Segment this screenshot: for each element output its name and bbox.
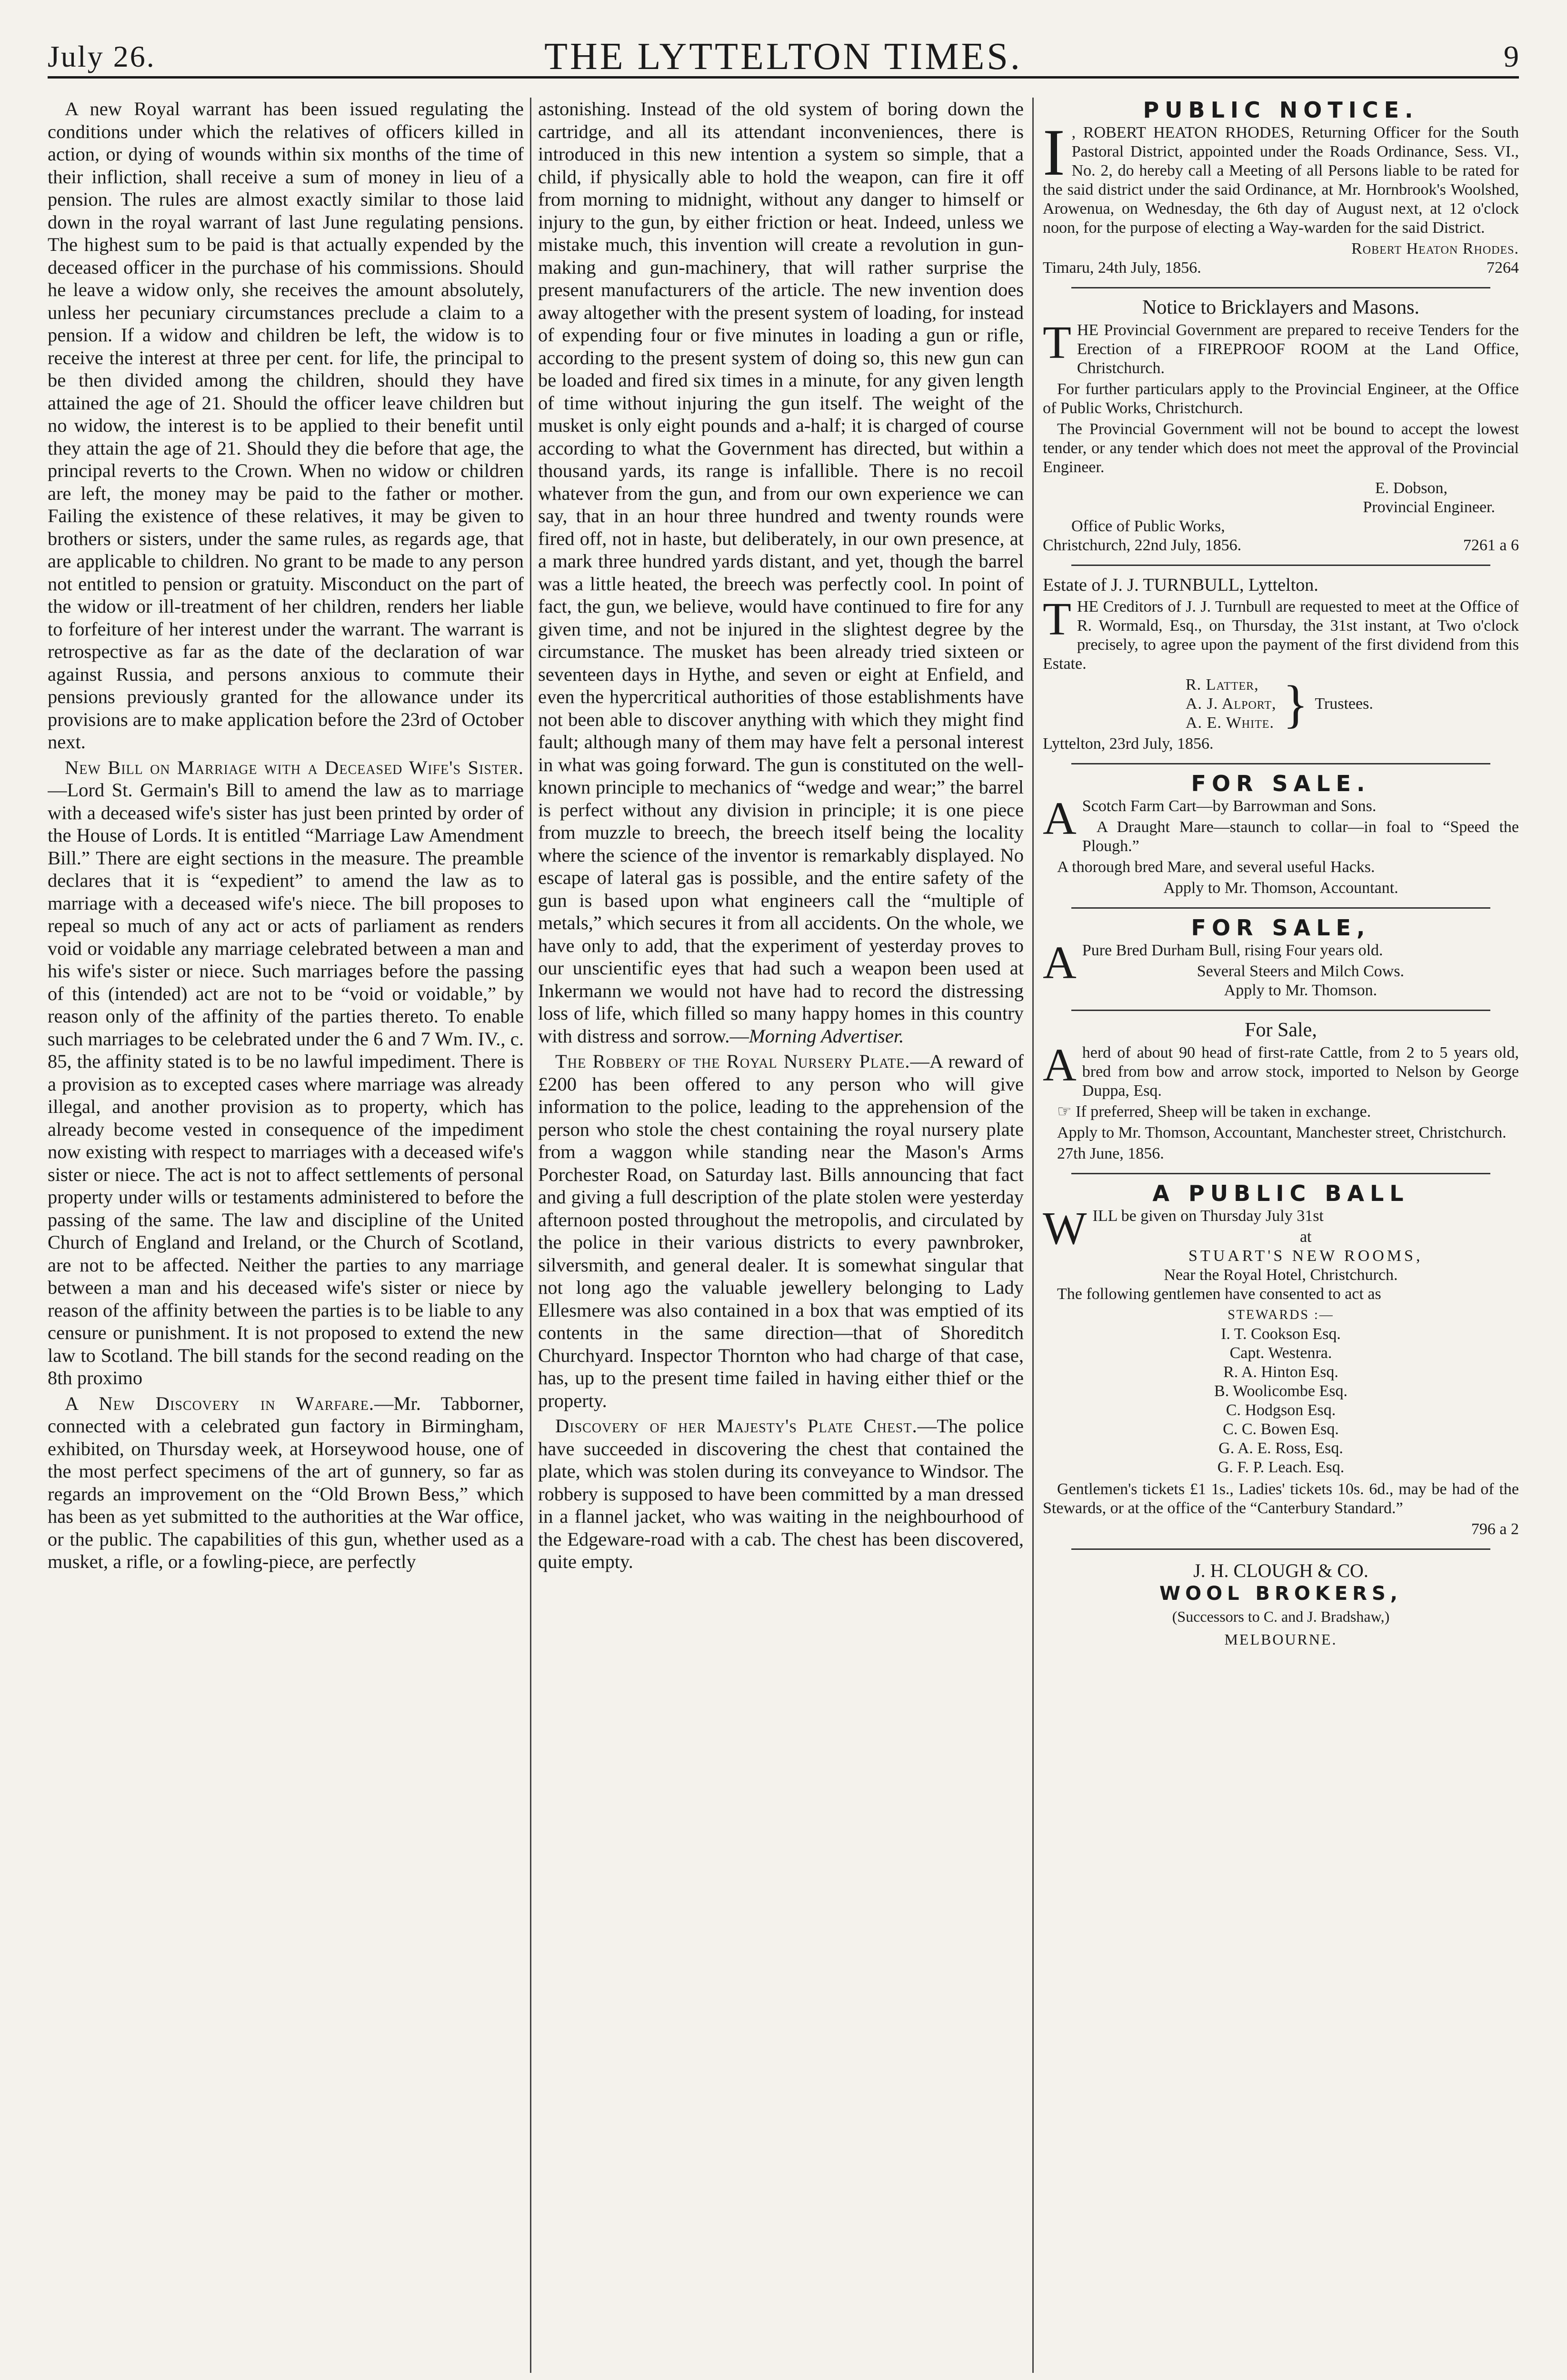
steward-name: B. Woolicombe Esq.	[1214, 1382, 1347, 1400]
article-body: astonishing. Instead of the old system of boring down the cartridge, and all its attendant inconveniences, there is introduced in this new intention a system so simple, that a child, if physically able to hold the weapon, can fire it off from morning to midnight, without any danger to himself or injury to the gun, by either friction or heat. Indeed, unless we mistake much, this invention will create a revolution in gun-making and gun-machinery, that will rather surprise the present manufacturers of the article. The new invention does away altogether with the present system of loading, for instead of expending four or five minutes in loading a gun or rifle, according to the present system of doing so, this new gun can be loaded and fired six times in a minute, for any given length of time without injuring the gun itself. The weight of the musket is only eight pounds and a-half; it is charged of course according to what the Government has directed, but within a thousand yards, its range is infallible. There is no recoil whatever from the gun, and from our own experience we can say, that in an hour three hundred and twenty rounds were fired off, not in haste, but deliberately, in our own presence, at a mark three hundred yards distant, and yet, though the barrel was a little heated, the breech was perfectly cool. In point of fact, the gun, we believe, would have continued to fire for any given time, and not be injured in the slightest degree by the circumstance. The musket has been already tried sixteen or seventeen days in Hythe, and seven or eight at Enfield, and even the hypercritical authorities of those establishments have not been able to discover anything with which they might find fault; although many of them may have felt a personal interest in what was going forward. The gun is constituted on the well-known principle to mechanics of “wedge and wear;” the barrel is perfect without any division in principle; it is one piece from muzzle to breech, the breech itself being the locality where the science of the inventor is remarkably displayed. No escape of lateral gas is possible, and the entire safety of the gun is based upon what engineers call the “multiple of metals,” which secures it from all accidents. On the whole, we have only to add, that the experiment of yesterday proves to our unscientific eyes that had such a weapon been used at Inkermann we would not have had to record the distressing loss of life, which filled so many happy homes in this country with distress and sorrow.—	[538, 98, 1024, 1047]
ad-for-sale-cattle	[1043, 1021, 1519, 1163]
advertisements-column	[1043, 98, 1519, 2378]
ad-public-notice	[1043, 100, 1519, 278]
ad-clough-wool-brokers	[1043, 1559, 1519, 1651]
ad-text: A Draught Mare—staunch to collar—in foal to “Speed the Plough.”	[1082, 818, 1519, 855]
article-body: —Lord St. Germain's Bill to amend the law as to marriage with a deceased wife's sister has just been printed by order of the House of Lords. It is entitled “Marriage Law Amendment Bill.” There are eight sections in the measure. The preamble declares that it is “expedient” to amend the law as to marriage with a deceased wife's niece. The bill proposes to repeal so much of any act or acts of parliament as renders void or voidable any marriage celebrated between a man and his wife's sister or niece. Such marriages before the passing of this (intended) act are not to be “void or voidable,” by reason only of the affinity of the parties thereto. To enable such marriages to be celebrated under the 6 and 7 Wm. IV., c. 85, the affinity stated is to be no lawful impediment. There is a provision as to excepted cases where marriage was already illegal, and another provision as to property, which has already become vested in consequence of the impediment now existing with respect to marriages with a deceased wife's sister or niece. The act is not to affect settlements of personal property under wills or testaments administered to before the passing of the same. The law and discipline of the United Church of England and Ireland, or the Church of Scotland, are not to be affected. Neither the parties to any marriage between a man and his deceased wife's sister or niece by reason of the affinity between the parties is to be liable to any censure or punishment. It is not proposed to extend the new law to Scotland. The bill stands for the second reading on the 8th proximo	[48, 779, 524, 1388]
article-body: —The police have succeeded in discovering the chest that contained the plate, which was stolen during its conveyance to Windsor. The robbery is supposed to have been committed by a man dressed in a flannel jacket, who was waiting in the neighbourhood of the Edgeware-road with a cab. The chest has been discovered, quite empty.	[538, 1415, 1024, 1572]
ad-date: 27th June, 1856.	[1057, 1145, 1164, 1162]
separator	[1071, 1548, 1490, 1550]
article-warfare-discovery	[48, 1392, 524, 1573]
ad-title: A PUBLIC BALL	[1152, 1180, 1409, 1206]
trustee-name: A. J. Alport,	[1186, 695, 1277, 713]
ad-apply: Apply to Mr. Thomson, Accountant.	[1163, 879, 1398, 897]
page-number: 9	[1504, 40, 1519, 73]
ad-number: 796 a 2	[1471, 1520, 1519, 1538]
brace-glyph: }	[1283, 675, 1308, 733]
ad-bricklayers	[1043, 298, 1519, 555]
issue-date: July 26.	[48, 40, 156, 73]
column-divider	[530, 98, 531, 2373]
separator	[1071, 763, 1490, 764]
separator	[1071, 565, 1490, 566]
separator	[1071, 1173, 1490, 1174]
drop-cap: A	[1043, 793, 1077, 844]
article-heading: New Bill on Marriage with a Deceased Wife's Sister.	[65, 756, 524, 778]
ball-venue: STUART'S NEW ROOMS,	[1188, 1247, 1423, 1265]
ad-text: ☞ If preferred, Sheep will be taken in exchange.	[1057, 1103, 1371, 1121]
column-divider	[1032, 98, 1034, 2373]
ad-text: herd of about 90 head of first-rate Cattle, from 2 to 5 years old, bred from bow and arrow stock, imported to Nelson by George Duppa, Esq.	[1082, 1044, 1519, 1100]
drop-cap: A	[1043, 937, 1077, 989]
drop-cap: A	[1043, 1040, 1077, 1091]
ad-text: The following gentlemen have consented to act as	[1057, 1285, 1381, 1303]
ad-text: HE Provincial Government are prepared to receive Tenders for the Erection of a FIREPROOF ROOM at the Land Office, Christchurch.	[1077, 321, 1519, 377]
ad-text: Apply to Mr. Thomson, Accountant, Manchester street, Christchurch.	[1057, 1124, 1507, 1141]
ad-text: A thorough bred Mare, and several useful Hacks.	[1057, 858, 1375, 876]
ad-public-ball	[1043, 1180, 1519, 1539]
drop-cap: T	[1043, 317, 1071, 368]
article-body: —Mr. Tabborner, connected with a celebrated gun factory in Birmingham, exhibited, on Thursday week, at Horseywood house, one of the most perfect specimens of the art of gunnery, so far as regards an improvement on the “Old Brown Bess,” which has been as yet submitted to the authorities at the War office, or the public. The capabilities of this gun, whether used as a musket, a rifle, or a fowling-piece, are perfectly	[48, 1392, 524, 1572]
article-nursery-plate	[538, 1050, 1024, 1412]
steward-name: G. F. P. Leach. Esq.	[1217, 1458, 1345, 1476]
ad-place-date: Lyttelton, 23rd July, 1856.	[1043, 735, 1214, 753]
article-plate-chest	[538, 1415, 1024, 1573]
ad-place-date: Timaru, 24th July, 1856.	[1043, 259, 1201, 277]
newspaper-title: THE LYTTELTON TIMES.	[544, 36, 1022, 78]
ad-text: HE Creditors of J. J. Turnbull are requested to meet at the Office of R. Wormald, Esq., on Thursday, the 31st instant, at Two o'clock precisely, to agree upon the payment of the first dividend from this Estate.	[1043, 598, 1519, 673]
stewards-label: STEWARDS :—	[1228, 1308, 1334, 1322]
article-royal-warrant: A new Royal warrant has been issued regulating the conditions under which the relatives of officers killed in action, or dying of wounds within six months of the time of their infliction, shall receive a sum of money in lieu of a pension. The rules are almost exactly similar to those laid down in the royal warrant of last June regulating pensions. The highest sum to be paid is that actually expended by the deceased officer in the purchase of his commissions. Should he leave a widow only, she receives the amount absolutely, unless her pecuniary circumstances preclude a claim to a pension. If a widow and children be left, the widow is to receive the interest at three per cent. for life, the principal to be then divided among the children, should they have attained the age of 21. Should the officer leave children but no widow, the interest is to be applied to their benefit until they attain the age of 21. Should they die before that age, the principal reverts to the Crown. When no widow or children are left, the money may be paid to the father or mother. Failing the existence of these relatives, it may be given to brothers or sisters, under the same rules, as regards age, that are applicable to children. No grant to be made to any person not entitled to pension or gratuity. Misconduct on the part of the widow or ill-treatment of her children, renders her liable to forfeiture of her interest under the warrant. The warrant is retrospective as far as the date of the declaration of war against Russia, and persons anxious to commute their pensions previously granted for the allowance under its provisions are to make application before the 23rd of October next.	[48, 98, 524, 753]
column-2	[538, 98, 1024, 2378]
separator	[1071, 1010, 1490, 1011]
ad-text: at	[1299, 1228, 1312, 1246]
ad-turnbull-estate	[1043, 575, 1519, 754]
ad-title: Estate of J. J. TURNBULL, Lyttelton.	[1043, 575, 1318, 595]
separator	[1071, 287, 1490, 288]
drop-cap: I	[1043, 116, 1065, 189]
column-1	[48, 98, 524, 2378]
ad-text: Several Steers and Milch Cows.	[1197, 962, 1405, 980]
article-heading: A New Discovery in Warfare.	[65, 1392, 375, 1414]
steward-name: G. A. E. Ross, Esq.	[1218, 1439, 1343, 1457]
trustees-block	[1043, 675, 1519, 733]
drop-cap: W	[1043, 1203, 1087, 1254]
trustee-name: A. E. White.	[1186, 714, 1274, 732]
ad-text: The Provincial Government will not be bound to accept the lowest tender, or any tender which does not meet the approval of the Provincial Engineer.	[1043, 420, 1519, 476]
steward-name: C. C. Bowen Esq.	[1223, 1420, 1339, 1438]
ad-text: , ROBERT HEATON RHODES, Returning Officer for the South Pastoral District, appointed under the Roads Ordinance, Sess. VI., No. 2, do hereby call a Meeting of all Persons liable to be rated for the said district under the said Ordinance, at Mr. Hornbrook's Woolshed, Arowenua, on Wednesday, the 6th day of August next, at 12 o'clock noon, for the purpose of electing a Way-warden for the said District.	[1043, 124, 1519, 237]
ad-text: ILL be given on Thursday July 31st	[1092, 1207, 1324, 1225]
ad-for-sale-cart	[1043, 771, 1519, 898]
steward-name: Capt. Westenra.	[1229, 1344, 1332, 1362]
ad-title: Notice to Bricklayers and Masons.	[1142, 297, 1420, 318]
article-marriage-bill	[48, 756, 524, 1389]
ad-number: 7264	[1487, 259, 1519, 277]
ad-text: Pure Bred Durham Bull, rising Four years old.	[1082, 942, 1383, 959]
trustee-name: R. Latter,	[1186, 676, 1259, 694]
ad-place-date: Christchurch, 22nd July, 1856.	[1043, 536, 1242, 554]
ad-text: Gentlemen's tickets £1 1s., Ladies' tickets 10s. 6d., may be had of the Stewards, or at the office of the “Canterbury Standard.”	[1043, 1480, 1519, 1517]
ad-title: FOR SALE.	[1191, 771, 1371, 796]
ad-signature: E. Dobson,	[1375, 479, 1447, 497]
article-heading: The Robbery of the Royal Nursery Plate.	[555, 1051, 910, 1072]
ad-signature-title: Provincial Engineer.	[1363, 498, 1495, 516]
trustees-label: Trustees.	[1315, 695, 1373, 713]
steward-name: I. T. Cookson Esq.	[1221, 1325, 1341, 1343]
ad-for-sale-bull	[1043, 915, 1519, 1000]
firm-successors: (Successors to C. and J. Bradshaw,)	[1172, 1608, 1390, 1625]
ball-location: Near the Royal Hotel, Christchurch.	[1164, 1266, 1398, 1284]
ad-title: For Sale,	[1245, 1019, 1317, 1041]
drop-cap: T	[1043, 594, 1071, 645]
ad-office: Office of Public Works,	[1071, 517, 1225, 535]
ad-signature: Robert Heaton Rhodes.	[1351, 240, 1519, 258]
stewards-list	[1043, 1325, 1519, 1477]
article-body: —A reward of £200 has been offered to any person who will give information to the police, leading to the apprehension of the person who stole the chest containing the royal nursery plate from a waggon while standing near the Mason's Arms Porchester Road, on Saturday last. Bills announcing that fact and giving a full description of the plate stolen were yesterday afternoon posted throughout the metropolis, and circulated by the police in their various districts to every pawnbroker, silversmith, and general dealer. It is somewhat singular that not long ago the valuable jewellery belonging to Lady Ellesmere was also contained in a box that was emptied of its contents in the same direction—that of Shoreditch Churchyard. Inspector Thornton who had charge of that case, has, up to the present time failed in having either thief or the property.	[538, 1051, 1024, 1411]
ad-text: Scotch Farm Cart—by Barrowman and Sons.	[1082, 797, 1377, 815]
firm-city: MELBOURNE.	[1224, 1631, 1337, 1648]
steward-name: C. Hodgson Esq.	[1226, 1401, 1336, 1419]
separator	[1071, 907, 1490, 909]
steward-name: R. A. Hinton Esq.	[1223, 1363, 1338, 1381]
ad-title: FOR SALE,	[1191, 915, 1371, 941]
article-warfare-continued	[538, 98, 1024, 1047]
firm-trade: WOOL BROKERS,	[1159, 1583, 1402, 1605]
ad-apply: Apply to Mr. Thomson.	[1224, 982, 1377, 999]
masthead	[48, 29, 1519, 79]
firm-name: J. H. CLOUGH & CO.	[1193, 1560, 1368, 1581]
ad-number: 7261 a 6	[1463, 536, 1519, 554]
article-heading: Discovery of her Majesty's Plate Chest.	[555, 1415, 918, 1437]
ad-title: PUBLIC NOTICE.	[1143, 98, 1419, 123]
ad-text: For further particulars apply to the Provincial Engineer, at the Office of Public Works, Christchurch.	[1043, 380, 1519, 417]
article-source: Morning Advertiser.	[749, 1025, 904, 1047]
